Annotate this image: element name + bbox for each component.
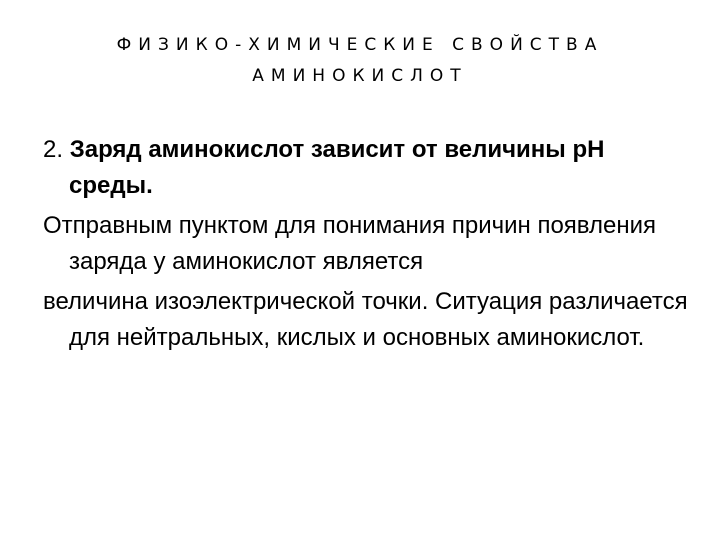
point-1-text: Заряд аминокислот зависит от величины pH среды. xyxy=(69,136,605,199)
paragraph-2: Отправным пунктом для понимания причин появления заряда у аминокислот является xyxy=(43,212,657,275)
paragraph-3: величина изоэлектрической точки. Ситуация различается для нейтральных, кислых и основных аминокислот. xyxy=(43,288,688,351)
point-1 xyxy=(43,132,693,203)
slide-title xyxy=(0,30,720,92)
title-line-2: АМИНОКИСЛОТ xyxy=(252,66,468,86)
point-1-number: 2. xyxy=(43,136,64,163)
slide-body xyxy=(43,132,693,360)
title-line-1: ФИЗИКО-ХИМИЧЕСКИЕ СВОЙСТВА xyxy=(116,35,604,55)
